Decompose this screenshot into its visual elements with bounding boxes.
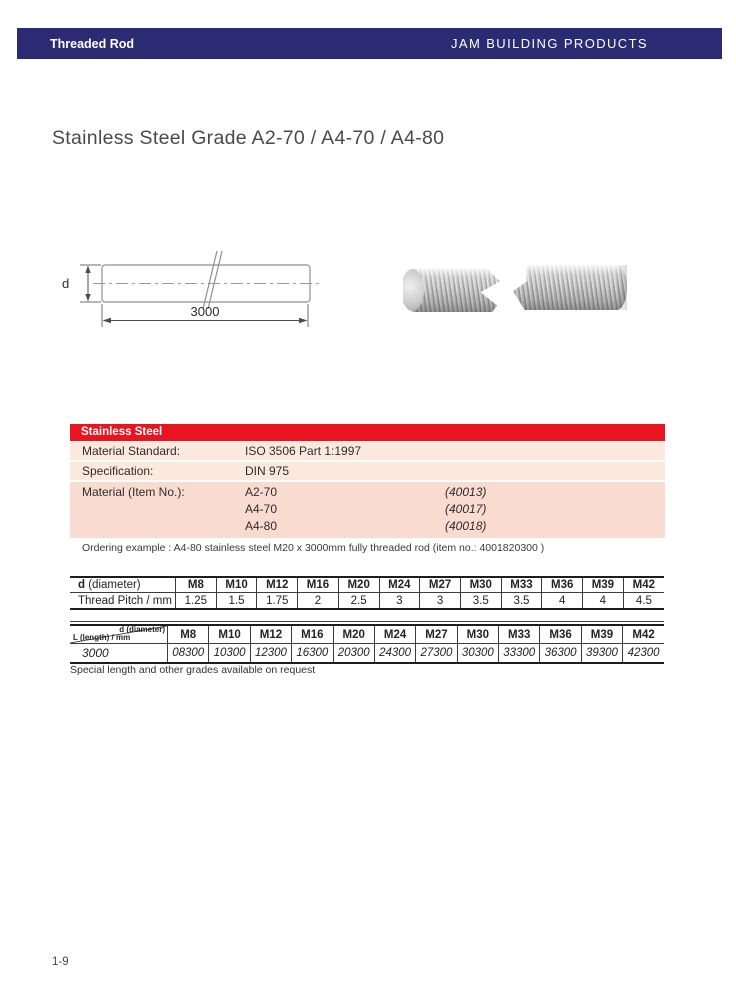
diameter-column-header: M20 [333, 625, 374, 644]
pitch-value-cell: 2.5 [338, 593, 379, 610]
diameter-column-header: M24 [374, 625, 415, 644]
pitch-value-cell: 1.25 [176, 593, 217, 610]
corner-top-rest: (diameter) [124, 625, 165, 634]
rod-technical-drawing [50, 243, 340, 338]
pitch-value-cell: 1.75 [257, 593, 298, 610]
item-number-cell: 33300 [499, 644, 540, 664]
spec-label: Material Standard: [82, 444, 181, 458]
material-row [82, 484, 665, 501]
ordering-example: Ordering example : A4-80 stainless steel M20 x 3000mm fully threaded rod (item no.: 4001820300 ) [82, 542, 545, 554]
diameter-column-header: M30 [460, 577, 501, 593]
rod-product-image [400, 258, 640, 322]
diameter-label: d [62, 276, 70, 291]
item-number-cell: 16300 [292, 644, 333, 664]
thread-pitch-table [70, 576, 664, 610]
item-number-cell: 20300 [333, 644, 374, 664]
spec-row [70, 462, 665, 480]
row-header-rest: (diameter) [85, 579, 141, 591]
length-value-row [70, 644, 664, 664]
diameter-column-header: M20 [338, 577, 379, 593]
material-grade: A4-70 [245, 502, 278, 516]
pitch-row-label: Thread Pitch / mm [78, 594, 172, 607]
header-bar [17, 28, 722, 59]
diagonal-corner-cell [70, 625, 168, 644]
material-row [82, 518, 665, 535]
material-grade: A2-70 [245, 485, 278, 499]
length-item-table [70, 624, 664, 664]
arrowhead-left [103, 318, 112, 323]
item-number-cell: 27300 [416, 644, 457, 664]
pitch-value-row [70, 593, 664, 610]
material-item-no: (40013) [445, 485, 487, 499]
footnote: Special length and other grades available on request [70, 664, 316, 676]
diameter-column-header: M33 [501, 577, 542, 593]
pitch-value-cell: 2 [298, 593, 339, 610]
item-number-cell: 30300 [457, 644, 498, 664]
spec-row [70, 442, 665, 460]
diameter-column-header: M16 [298, 577, 339, 593]
arrowhead-up [85, 266, 90, 274]
item-number-cell: 39300 [581, 644, 622, 664]
row-header-bold: d [78, 579, 86, 591]
corner-bottom-rest: (length) / mm [77, 633, 131, 642]
length-table-wrap [70, 621, 664, 664]
pitch-row-header [70, 577, 176, 593]
diameter-column-header: M12 [257, 577, 298, 593]
diameter-column-header: M12 [250, 625, 291, 644]
diameter-column-header: M36 [540, 625, 581, 644]
diameter-column-header: M39 [583, 577, 624, 593]
diameter-column-header: M33 [499, 625, 540, 644]
diameter-column-header: M8 [176, 577, 217, 593]
pitch-value-cell: 3.5 [501, 593, 542, 610]
length-label: 3000 [190, 304, 220, 319]
pitch-value-cell: 1.5 [216, 593, 257, 610]
pitch-value-cell: 3 [420, 593, 461, 610]
material-block [70, 482, 665, 538]
page-number: 1-9 [52, 956, 69, 968]
pitch-value-cell: 4 [583, 593, 624, 610]
spec-block [70, 424, 665, 554]
length-row-label: 3000 [82, 646, 109, 660]
diameter-column-header: M39 [581, 625, 622, 644]
diameter-column-header: M36 [542, 577, 583, 593]
diameter-column-header: M10 [209, 625, 250, 644]
material-grade: A4-80 [245, 519, 278, 533]
corner-bottom-label [73, 634, 130, 642]
material-row [82, 501, 665, 518]
diameter-column-header: M10 [216, 577, 257, 593]
material-item-no: (40017) [445, 502, 487, 516]
material-label: Material (Item No.): [82, 485, 185, 499]
pitch-value-cell: 4.5 [623, 593, 664, 610]
item-number-cell: 36300 [540, 644, 581, 664]
header-section-title: Threaded Rod [50, 36, 135, 51]
page-title: Stainless Steel Grade A2-70 / A4-70 / A4-80 [52, 127, 445, 149]
material-label-spacer [82, 501, 245, 518]
diameter-column-header: M24 [379, 577, 420, 593]
material-item-no: (40018) [445, 519, 487, 533]
diameter-column-header: M8 [168, 625, 209, 644]
diameter-column-header: M27 [416, 625, 457, 644]
header-brand: JAM BUILDING PRODUCTS [451, 36, 648, 51]
material-label-spacer [82, 518, 245, 535]
item-number-cell: 10300 [209, 644, 250, 664]
corner-top-bold: d [119, 625, 125, 634]
diameter-column-header: M30 [457, 625, 498, 644]
pitch-header-row [70, 577, 664, 593]
arrowhead-right [299, 318, 308, 323]
item-number-cell: 42300 [623, 644, 664, 664]
item-number-cell: 24300 [374, 644, 415, 664]
spec-label: Specification: [82, 464, 154, 478]
pitch-value-cell: 3.5 [460, 593, 501, 610]
diameter-column-header: M16 [292, 625, 333, 644]
corner-bottom-bold: L [73, 633, 78, 642]
diameter-column-header: M42 [623, 625, 664, 644]
rod-segment-left [403, 268, 500, 312]
spec-title-bar: Stainless Steel [70, 424, 665, 441]
diameter-column-header: M42 [623, 577, 664, 593]
length-header-row [70, 625, 664, 644]
spec-value: DIN 975 [245, 464, 290, 478]
rod-segment-right [512, 265, 627, 310]
pitch-value-cell: 4 [542, 593, 583, 610]
arrowhead-down [85, 294, 90, 302]
spec-value: ISO 3506 Part 1:1997 [245, 444, 362, 458]
pitch-value-cell: 3 [379, 593, 420, 610]
item-number-cell: 08300 [168, 644, 209, 664]
diameter-column-header: M27 [420, 577, 461, 593]
item-number-cell: 12300 [250, 644, 291, 664]
